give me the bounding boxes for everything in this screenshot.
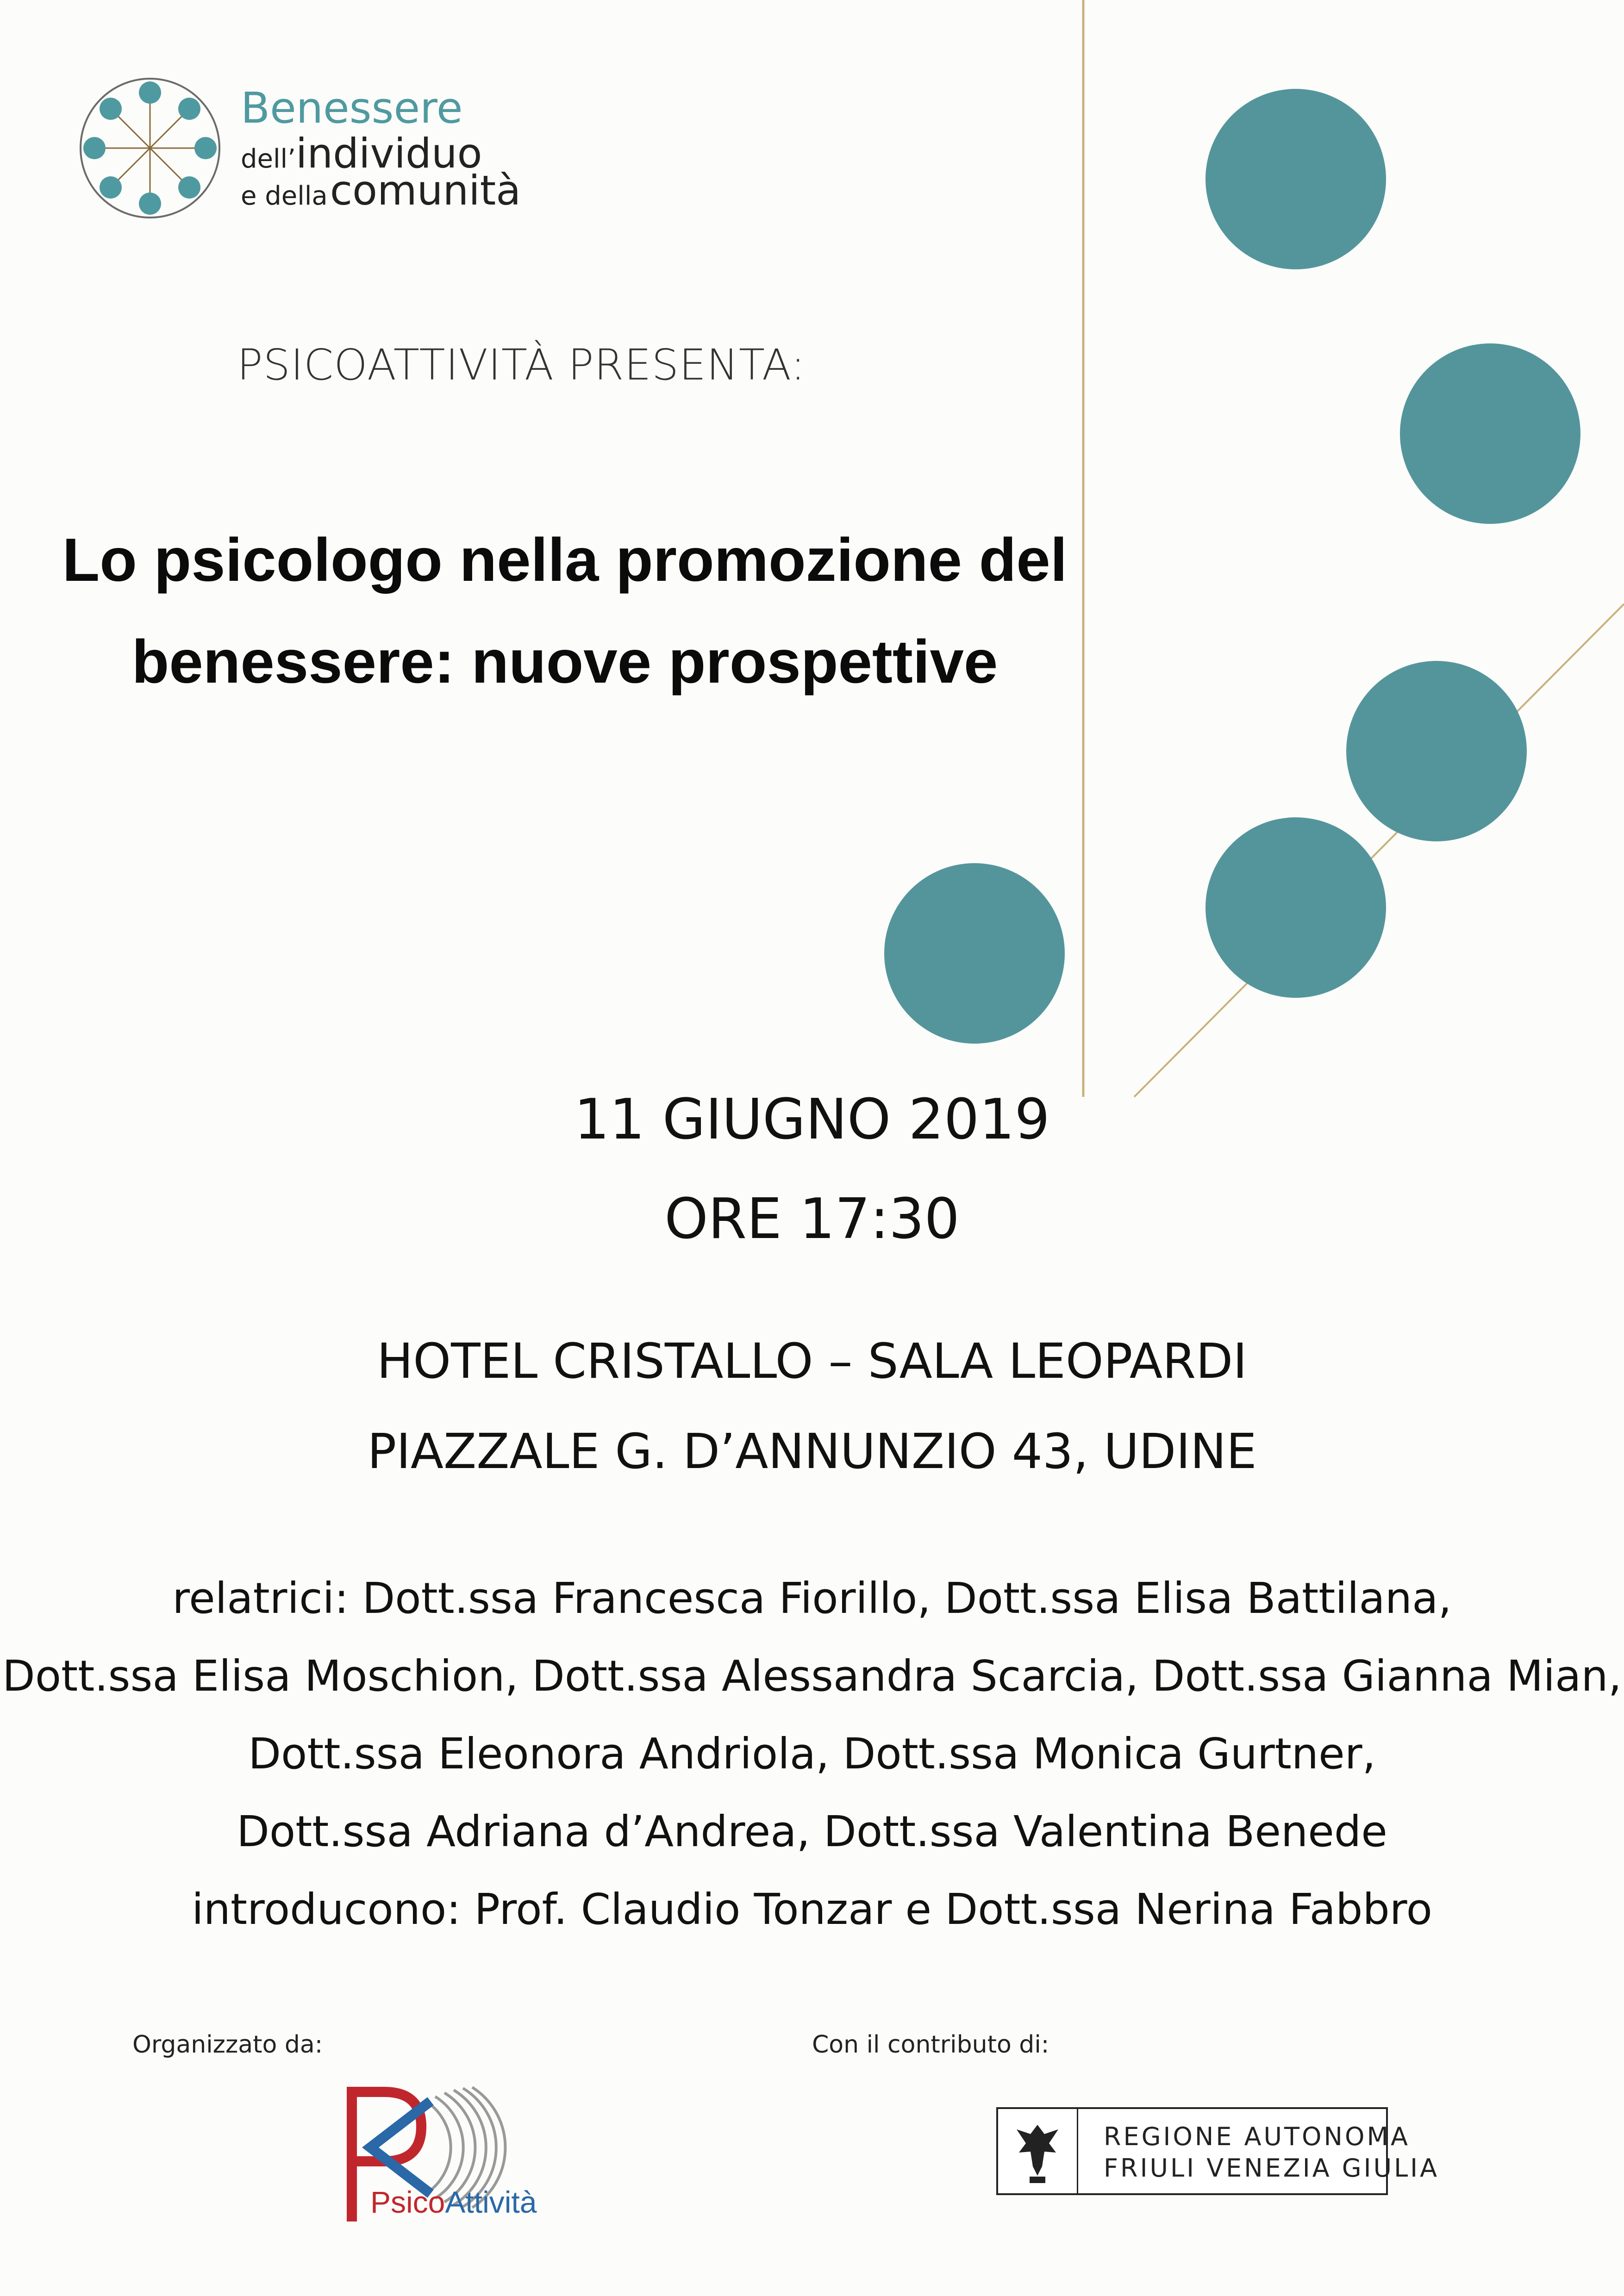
title-line-1: Lo psicologo nella promozione del <box>62 526 1068 594</box>
event-title <box>19 509 1111 713</box>
decorative-circle-2 <box>1400 343 1580 524</box>
speakers-line: Dott.ssa Adriana d’Andrea, Dott.ssa Valentina Benede <box>237 1807 1387 1856</box>
brand-big-text-1: individuo <box>295 130 482 177</box>
brand-name: Benessere <box>241 83 463 133</box>
brand-big-text-2: comunità <box>330 167 521 214</box>
logo-word-attivita: Attività <box>445 2185 537 2219</box>
region-divider <box>1077 2109 1078 2193</box>
speakers-line: Dott.ssa Elisa Moschion, Dott.ssa Alessandra Scarcia, Dott.ssa Gianna Mian, <box>2 1651 1622 1701</box>
contributor-label: Con il contributo di: <box>812 2031 1049 2059</box>
brand-subtitle-line2 <box>241 167 521 214</box>
decorative-circle-3 <box>1346 661 1527 841</box>
venue-name: HOTEL CRISTALLO – SALA LEOPARDI <box>377 1333 1247 1389</box>
region-name-line1: REGIONE AUTONOMA <box>1104 2122 1410 2151</box>
venue-address: PIAZZALE G. D’ANNUNZIO 43, UDINE <box>367 1423 1257 1480</box>
decorative-circle-5 <box>884 863 1065 1044</box>
brand-small-text-2: e della <box>241 181 328 211</box>
decorative-circle-1 <box>1206 89 1386 269</box>
decorative-circle-4 <box>1206 817 1386 998</box>
psicoattivita-logo-text <box>370 2184 537 2220</box>
brand-logo-icon <box>76 74 224 222</box>
speakers-list <box>0 1560 1624 1948</box>
logo-word-psico: Psico <box>370 2185 445 2219</box>
speakers-line: relatrici: Dott.ssa Francesca Fiorillo, Dott.ssa Elisa Battilana, <box>172 1574 1452 1623</box>
event-time: ORE 17:30 <box>664 1187 960 1251</box>
organizer-label: Organizzato da: <box>132 2031 323 2059</box>
introducers-line: introducono: Prof. Claudio Tonzar e Dott.ssa Nerina Fabbro <box>192 1885 1432 1934</box>
region-logo <box>996 2107 1440 2195</box>
region-name-line2: FRIULI VENEZIA GIULIA <box>1104 2153 1440 2183</box>
eagle-icon <box>1012 2116 1063 2190</box>
presenter-line: PSICOATTIVITÀ PRESENTA: <box>237 340 806 390</box>
brand-small-text-1: dell’ <box>241 144 296 174</box>
event-date: 11 GIUGNO 2019 <box>574 1088 1050 1152</box>
speakers-line: Dott.ssa Eleonora Andriola, Dott.ssa Monica Gurtner, <box>248 1729 1376 1779</box>
title-line-2: benessere: nuove prospettive <box>131 628 998 696</box>
